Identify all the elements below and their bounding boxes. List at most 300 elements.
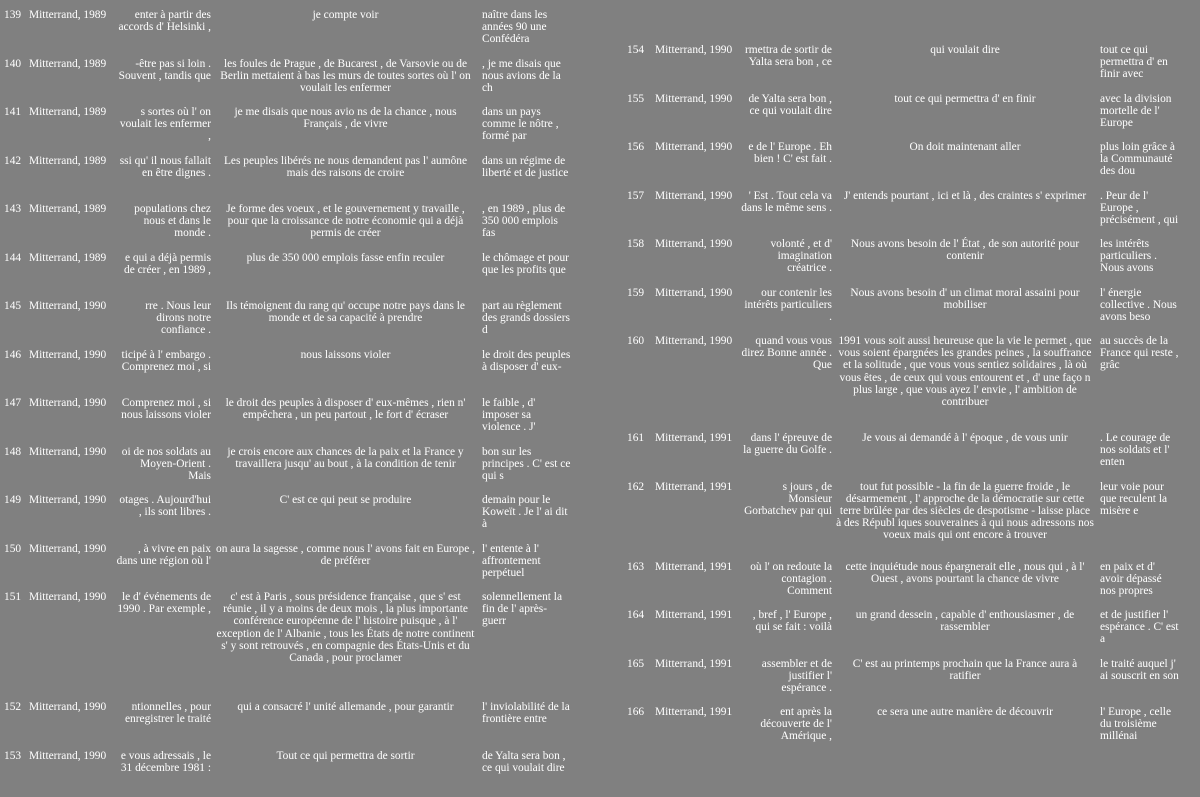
line-number (625, 480, 653, 494)
right-context (478, 445, 573, 484)
line-number-text: 160 (627, 335, 644, 347)
line-number-text: 139 (4, 9, 21, 21)
line-number-text: 152 (4, 701, 21, 713)
keyword-context-text: plus de 350 000 emplois fasse enfin reculer (247, 252, 445, 264)
line-number (625, 334, 653, 348)
author-year-text: Mitterrand, 1990 (655, 238, 732, 250)
concordance-row (625, 705, 1200, 754)
left-context (739, 560, 834, 599)
concordance-row (0, 493, 600, 542)
concordance-row (0, 700, 600, 749)
line-number (0, 154, 27, 168)
left-context (113, 396, 213, 422)
right-context (478, 590, 573, 629)
author-year (27, 8, 113, 22)
line-number (0, 396, 27, 410)
right-context (1096, 480, 1182, 519)
line-number-text: 153 (4, 750, 21, 762)
author-year (27, 105, 113, 119)
left-context (113, 299, 213, 338)
right-context (478, 202, 573, 241)
line-number (625, 237, 653, 251)
line-number (625, 431, 653, 445)
concordance-row (625, 43, 1200, 92)
author-year (653, 237, 739, 251)
line-number-text: 156 (627, 141, 644, 153)
line-number (0, 700, 27, 714)
left-context (739, 43, 834, 69)
author-year-text: Mitterrand, 1991 (655, 658, 732, 670)
keyword-context-text: je me disais que nous avio ns de la chance , nous Français , de vivre (215, 106, 476, 130)
left-context (113, 154, 213, 180)
right-context (478, 396, 573, 435)
right-context (1096, 43, 1182, 82)
right-context-text: naître dans les années 90 une Confédéra (482, 9, 547, 45)
left-context-text: otages . Aujourd'hui , ils sont libres . (119, 494, 211, 518)
author-year (27, 749, 113, 763)
right-context (1096, 705, 1182, 744)
keyword-context (834, 286, 1096, 312)
author-year-text: Mitterrand, 1991 (655, 706, 732, 718)
keyword-context-text: je compte voir (313, 9, 379, 21)
left-context-text: our contenir les intérêts particuliers . (744, 287, 832, 323)
line-number (0, 57, 27, 71)
right-context (478, 348, 573, 374)
right-context (478, 749, 573, 775)
keyword-context-text: C' est ce qui peut se produire (280, 494, 412, 506)
keyword-context-text: qui voulait dire (930, 44, 1000, 56)
right-context (478, 251, 573, 277)
author-year-text: Mitterrand, 1990 (655, 190, 732, 202)
concordance-row (625, 92, 1200, 141)
left-context-text: ssi qu' il nous fallait en être dignes . (120, 155, 211, 179)
author-year (27, 542, 113, 556)
keyword-context (213, 590, 478, 665)
left-context (113, 202, 213, 241)
left-context-text: assembler et de justifier l' espérance . (762, 658, 832, 694)
author-year-text: Mitterrand, 1990 (655, 141, 732, 153)
author-year (27, 493, 113, 507)
left-context (739, 657, 834, 696)
keyword-context (213, 493, 478, 507)
right-context-text: les intérêts particuliers . Nous avons (1100, 238, 1157, 274)
right-context (478, 57, 573, 96)
line-number-text: 140 (4, 58, 21, 70)
left-context-text: ntionnelles , pour enregistrer le traité (125, 701, 211, 725)
author-year-text: Mitterrand, 1990 (29, 300, 106, 312)
line-number (0, 251, 27, 265)
right-context-text: . Le courage de nos soldats et l' enten (1100, 432, 1170, 468)
left-context-text: enter à partir des accords d' Helsinki , (118, 9, 211, 33)
line-number (625, 43, 653, 57)
right-context-text: l' énergie collective . Nous avons beso (1100, 287, 1177, 323)
left-context-text: ent après la découverte de l' Amérique , (760, 706, 832, 742)
author-year (27, 396, 113, 410)
right-context-text: , je me disais que nous avions de la ch (482, 58, 561, 94)
left-context-text: le d' événements de 1990 . Par exemple , (117, 591, 211, 615)
left-context (113, 493, 213, 519)
right-context-text: l' Europe , celle du troisième millénai (1100, 706, 1171, 742)
right-context-text: de Yalta sera bon , ce qui voulait dire (482, 750, 566, 774)
right-context (1096, 431, 1182, 470)
right-context (1096, 560, 1182, 599)
author-year-text: Mitterrand, 1990 (29, 591, 106, 603)
author-year-text: Mitterrand, 1990 (29, 701, 106, 713)
line-number (625, 560, 653, 574)
line-number (0, 590, 27, 604)
right-context (478, 105, 573, 144)
author-year (27, 154, 113, 168)
line-number-text: 159 (627, 287, 644, 299)
concordance-row (0, 299, 600, 348)
keyword-context-text: On doit maintenant aller (909, 141, 1020, 153)
line-number (0, 749, 27, 763)
right-context-text: demain pour le Koweït . Je l' ai dit à (482, 494, 568, 530)
author-year (653, 334, 739, 348)
keyword-context (213, 396, 478, 422)
left-context-text: s sortes où l' on voulait les enfermer , (120, 106, 211, 142)
author-year-text: Mitterrand, 1990 (29, 446, 106, 458)
keyword-context-text: J' entends pourtant , ici et là , des craintes s' exprimer (844, 190, 1086, 202)
author-year (653, 140, 739, 154)
keyword-context (213, 700, 478, 714)
keyword-context (834, 43, 1096, 57)
line-number (0, 299, 27, 313)
keyword-context-text: le droit des peuples à disposer d' eux-mêmes , rien n' empêchera , un peu partout , le fort d' écraser (215, 397, 476, 421)
keyword-context-text: qui a consacré l' unité allemande , pour garantir (237, 701, 453, 713)
line-number (0, 105, 27, 119)
left-context-text: volonté , et d' imagination créatrice . (770, 238, 832, 274)
line-number-text: 164 (627, 609, 644, 621)
right-context-text: l' inviolabilité de la frontière entre (482, 701, 570, 725)
keyword-context-text: Je vous ai demandé à l' époque , de vous unir (862, 432, 1067, 444)
left-context (113, 700, 213, 726)
author-year (27, 299, 113, 313)
line-number (625, 140, 653, 154)
right-context-text: et de justifier l' espérance . C' est a (1100, 609, 1179, 645)
left-context (113, 749, 213, 775)
right-context (478, 8, 573, 47)
right-context-text: le traité auquel j' ai souscrit en son (1100, 658, 1179, 682)
line-number (0, 445, 27, 459)
author-year (653, 608, 739, 622)
concordance-row (625, 657, 1200, 706)
line-number-text: 150 (4, 543, 21, 555)
line-number-text: 157 (627, 190, 644, 202)
right-context (1096, 92, 1182, 131)
concordance-row (0, 202, 600, 251)
keyword-context (213, 57, 478, 96)
author-year-text: Mitterrand, 1989 (29, 58, 106, 70)
left-context (113, 445, 213, 484)
left-context-text: rre . Nous leur dirons notre confiance . (145, 300, 211, 336)
right-context-text: avec la division mortelle de l' Europe (1100, 93, 1172, 129)
right-context (1096, 608, 1182, 647)
author-year-text: Mitterrand, 1989 (29, 252, 106, 264)
keyword-context-text: un grand dessein , capable d' enthousiasmer , de rassembler (836, 609, 1094, 633)
keyword-context-text: tout ce qui permettra d' en finir (894, 93, 1035, 105)
author-year (653, 286, 739, 300)
keyword-context-text: C' est au printemps prochain que la France aura à ratifier (836, 658, 1094, 682)
line-number (625, 608, 653, 622)
author-year-text: Mitterrand, 1991 (655, 609, 732, 621)
right-context (478, 299, 573, 338)
line-number-text: 161 (627, 432, 644, 444)
keyword-context (834, 334, 1096, 409)
line-number-text: 149 (4, 494, 21, 506)
left-context (113, 251, 213, 277)
left-context-text: dans l' épreuve de la guerre du Golfe . (743, 432, 832, 456)
right-context (1096, 286, 1182, 325)
author-year-text: Mitterrand, 1990 (655, 44, 732, 56)
concordance-row (0, 348, 600, 397)
line-number-text: 142 (4, 155, 21, 167)
left-context-text: oi de nos soldats au Moyen-Orient . Mais (122, 446, 211, 482)
keyword-context-text: Les peuples libérés ne nous demandent pas l' aumône mais des raisons de croire (215, 155, 476, 179)
author-year (653, 480, 739, 494)
line-number (0, 493, 27, 507)
author-year (27, 445, 113, 459)
concordance-row (0, 154, 600, 203)
keyword-context-text: Nous avons besoin de l' État , de son autorité pour contenir (836, 238, 1094, 262)
keyword-context (834, 560, 1096, 586)
left-context-text: où l' on redoute la contagion . Comment (750, 561, 832, 597)
keyword-context-text: tout fut possible - la fin de la guerre froide , le désarmement , l' approche de la démocratie sur cette terre brûlée par des siècles de despotisme - laisse place à des Républ iques souveraines à qui nous adressons nos voeux mais qui ont encore à trouver (836, 481, 1094, 542)
line-number-text: 143 (4, 203, 21, 215)
concordance-row (625, 560, 1200, 609)
concordance-row (0, 542, 600, 591)
right-context-text: dans un régime de liberté et de justice (482, 155, 568, 179)
author-year (27, 590, 113, 604)
keyword-context-text: ce sera une autre manière de découvrir (877, 706, 1053, 718)
right-context-text: solennellement la fin de l' après-guerr (482, 591, 562, 627)
line-number-text: 162 (627, 481, 644, 493)
keyword-context (213, 542, 478, 568)
concordance-row (625, 286, 1200, 335)
author-year-text: Mitterrand, 1989 (29, 155, 106, 167)
left-context (739, 92, 834, 118)
author-year-text: Mitterrand, 1991 (655, 481, 732, 493)
left-context-text: , à vivre en paix dans une région où l' (117, 543, 211, 567)
line-number-text: 166 (627, 706, 644, 718)
author-year-text: Mitterrand, 1991 (655, 432, 732, 444)
keyword-context-text: je crois encore aux chances de la paix et la France y travaillera jusqu' au bout , à la condition de tenir (215, 446, 476, 470)
author-year (653, 560, 739, 574)
left-context-text: de Yalta sera bon , ce qui voulait dire (748, 93, 832, 117)
line-number-text: 147 (4, 397, 21, 409)
line-number (625, 657, 653, 671)
concordance-row (625, 237, 1200, 286)
right-context (478, 542, 573, 581)
concordance-row (0, 445, 600, 494)
left-context-text: s jours , de Monsieur Gorbatchev par qui (744, 481, 832, 517)
left-context (739, 705, 834, 744)
keyword-context-text: 1991 vous soit aussi heureuse que la vie le permet , que vous soient épargnées les grandes peines , la souffrance et la solitude , que vous vous sentiez solidaires , là où vous êtes , de ceux qui vous entourent et , d' une faço n plus large , que vous ayez l' envie , l' ambition de contribuer (836, 335, 1094, 408)
concordance-row (0, 8, 600, 57)
keyword-context-text: Je forme des voeux , et le gouvernement y travaille , pour que la croissance de notre économie qui a déjà permis de créer (215, 203, 476, 240)
line-number-text: 145 (4, 300, 21, 312)
author-year (653, 431, 739, 445)
line-number-text: 158 (627, 238, 644, 250)
keyword-context-text: Tout ce qui permettra de sortir (276, 750, 414, 762)
keyword-context (213, 749, 478, 763)
left-context-text: e qui a déjà permis de créer , en 1989 , (124, 252, 211, 276)
line-number (625, 286, 653, 300)
author-year-text: Mitterrand, 1990 (655, 287, 732, 299)
left-context (739, 480, 834, 519)
concordance-row (625, 480, 1200, 560)
author-year-text: Mitterrand, 1990 (29, 397, 106, 409)
author-year (27, 202, 113, 216)
author-year (653, 657, 739, 671)
keyword-context (213, 299, 478, 325)
line-number (625, 705, 653, 719)
line-number (625, 189, 653, 203)
author-year (653, 705, 739, 719)
right-context-text: le chômage et pour que les profits que (482, 252, 569, 276)
right-context-text: leur voie pour que reculent la misère e (1100, 481, 1167, 517)
author-year-text: Mitterrand, 1989 (29, 9, 106, 21)
concordance-row (625, 431, 1200, 480)
right-context-text: . Peur de l' Europe , précisément , qui (1100, 190, 1178, 226)
left-context (113, 590, 213, 616)
right-context (1096, 189, 1182, 228)
line-number (625, 92, 653, 106)
right-context (1096, 237, 1182, 276)
author-year (653, 92, 739, 106)
line-number (0, 202, 27, 216)
concordance-row (0, 251, 600, 300)
left-context (739, 608, 834, 634)
keyword-context-text: cette inquiétude nous épargnerait elle , nous qui , à l' Ouest , avons pourtant la chance de vivre (836, 561, 1094, 585)
author-year (653, 189, 739, 203)
concordance-row (625, 334, 1200, 431)
keyword-context-text: on aura la sagesse , comme nous l' avons fait en Europe , de préférer (215, 543, 476, 567)
right-context-text: tout ce qui permettra d' en finir avec (1100, 44, 1168, 80)
right-context-text: bon sur les principes . C' est ce qui s (482, 446, 570, 482)
line-number (0, 348, 27, 362)
concordance-row (625, 140, 1200, 189)
keyword-context (834, 237, 1096, 263)
keyword-context-text: Nous avons besoin d' un climat moral assaini pour mobiliser (836, 287, 1094, 311)
author-year-text: Mitterrand, 1990 (29, 349, 106, 361)
author-year-text: Mitterrand, 1990 (655, 335, 732, 347)
right-context-text: l' entente à l' affrontement perpétuel (482, 543, 541, 579)
line-number-text: 148 (4, 446, 21, 458)
left-context (113, 8, 213, 34)
keyword-context (834, 657, 1096, 683)
left-context (113, 105, 213, 144)
keyword-context-text: nous laissons violer (301, 349, 391, 361)
concordance-row (0, 396, 600, 445)
keyword-context (834, 92, 1096, 106)
right-context-text: au succès de la France qui reste , grâc (1100, 335, 1178, 371)
keyword-context (834, 705, 1096, 719)
right-context (1096, 140, 1182, 179)
author-year-text: Mitterrand, 1989 (29, 106, 106, 118)
author-year (653, 43, 739, 57)
concordance-row (0, 590, 600, 700)
line-number-text: 141 (4, 106, 21, 118)
keyword-context-text: les foules de Prague , de Bucarest , de Varsovie ou de Berlin mettaient à bas les murs de toutes sortes où l' on voulait les enfermer (215, 58, 476, 95)
left-context-text: -être pas si loin . Souvent , tandis que (119, 58, 211, 82)
left-context-text: populations chez nous et dans le monde . (134, 203, 211, 239)
author-year-text: Mitterrand, 1989 (29, 203, 106, 215)
left-context-text: ticipé à l' embargo . Comprenez moi , si (122, 349, 211, 373)
line-number-text: 165 (627, 658, 644, 670)
left-context (739, 237, 834, 276)
author-year (27, 700, 113, 714)
author-year-text: Mitterrand, 1990 (29, 494, 106, 506)
left-context (739, 431, 834, 457)
author-year-text: Mitterrand, 1990 (655, 93, 732, 105)
left-context-text: rmettra de sortir de Yalta sera bon , ce (745, 44, 832, 68)
left-context-text: ' Est . Tout cela va dans le même sens . (741, 190, 832, 214)
right-context-text: dans un pays comme le nôtre , formé par (482, 106, 559, 142)
author-year (27, 251, 113, 265)
line-number-text: 146 (4, 349, 21, 361)
left-context-text: , bref , l' Europe , qui se fait : voilà (753, 609, 832, 633)
right-context (478, 154, 573, 180)
concordance-row (0, 57, 600, 106)
line-number-text: 163 (627, 561, 644, 573)
concordance-row (625, 189, 1200, 238)
right-context-text: en paix et d' avoir dépassé nos propres (1100, 561, 1162, 597)
keyword-context (834, 140, 1096, 154)
right-context-text: le droit des peuples à disposer d' eux- (482, 349, 570, 373)
keyword-context (213, 105, 478, 131)
author-year (27, 57, 113, 71)
right-context-text: , en 1989 , plus de 350 000 emplois fas (482, 203, 565, 239)
right-context-text: plus loin grâce à la Communauté des dou (1100, 141, 1175, 177)
left-context (113, 542, 213, 568)
right-context-text: part au règlement des grands dossiers d (482, 300, 570, 336)
author-year-text: Mitterrand, 1991 (655, 561, 732, 573)
line-number (0, 542, 27, 556)
line-number (0, 8, 27, 22)
left-context (739, 334, 834, 373)
line-number-text: 144 (4, 252, 21, 264)
left-context (113, 348, 213, 374)
left-context-text: e de l' Europe . Eh bien ! C' est fait . (748, 141, 832, 165)
keyword-context (213, 202, 478, 241)
left-context (113, 57, 213, 83)
keyword-context-text: c' est à Paris , sous présidence française , que s' est réunie , il y a moins de deux mois , la plus importante conférence européenne de l' histoire puisque , à l' exception de l' Albanie , tous les États de notre continent s' y sont retrouvés , en compagnie des États-Unis et du Canada , pour proclamer (215, 591, 476, 664)
left-context-text: quand vous vous direz Bonne année . Que (742, 335, 832, 371)
keyword-context (834, 480, 1096, 543)
keyword-context (213, 348, 478, 362)
keyword-context (834, 608, 1096, 634)
concordance-row (625, 608, 1200, 657)
left-context-text: e vous adressais , le 31 décembre 1981 : (121, 750, 211, 774)
left-context (739, 286, 834, 325)
right-context (1096, 334, 1182, 373)
keyword-context-text: Ils témoignent du rang qu' occupe notre pays dans le monde et de sa capacité à prendre (215, 300, 476, 324)
concordance-left-panel (0, 8, 600, 797)
right-context (1096, 657, 1182, 683)
right-context (478, 700, 573, 726)
right-context (478, 493, 573, 532)
keyword-context (834, 431, 1096, 445)
left-context (739, 189, 834, 215)
keyword-context (213, 251, 478, 265)
right-context-text: le faible , d' imposer sa violence . J' (482, 397, 536, 433)
concordance-right-panel (625, 43, 1200, 754)
author-year-text: Mitterrand, 1990 (29, 543, 106, 555)
line-number-text: 151 (4, 591, 21, 603)
concordance-row (0, 105, 600, 154)
keyword-context (213, 154, 478, 180)
